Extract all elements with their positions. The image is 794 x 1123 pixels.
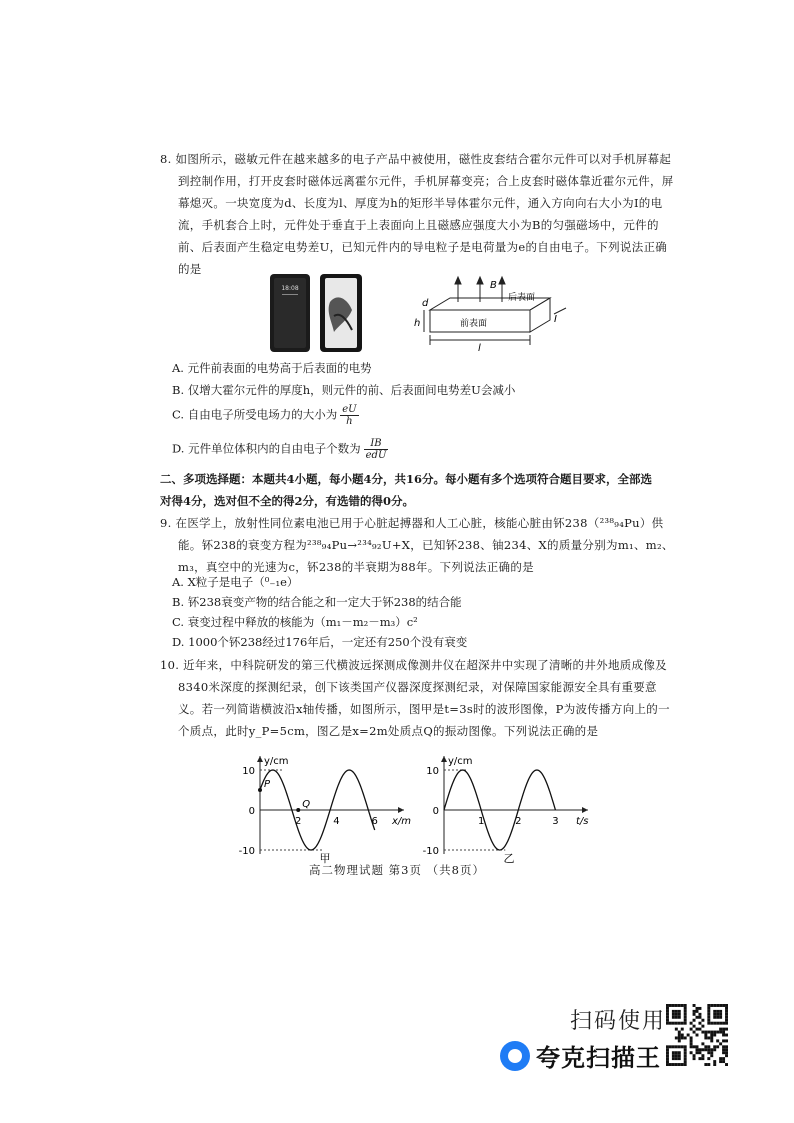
y-tick-label: 0 [248,806,255,817]
qr-module [725,1051,728,1054]
qr-module [719,1060,722,1063]
qr-module [678,1004,681,1007]
qr-module [672,1022,675,1025]
x-tick-label: 6 [371,816,378,827]
qr-module [666,1048,669,1051]
qr-module [707,1063,710,1066]
qr-module [684,1022,687,1025]
qr-module [716,1004,719,1007]
qr-module [681,1036,684,1039]
qr-module [716,1045,719,1048]
label-back-surface: 后表面 [508,293,536,303]
chart-title: 甲 [319,852,331,864]
y-axis-label: y/cm [264,756,289,767]
x-tick-label: 2 [295,816,302,827]
chart-title: 乙 [503,852,515,864]
fraction-denominator: edU [365,450,387,461]
qr-module [698,1057,701,1060]
x-axis-arrow [582,807,588,813]
qr-module [696,1048,699,1051]
qr-module [722,1045,725,1048]
qr-module [725,1010,728,1013]
q8-option-a: A. 元件前表面的电势高于后表面的电势 [172,361,372,375]
y-axis-arrow [257,756,263,762]
qr-module [690,1036,693,1039]
x-axis-arrow [398,807,404,813]
qr-module [672,1057,675,1060]
qr-module [672,1045,675,1048]
qr-module [684,1036,687,1039]
qr-module [713,1045,716,1048]
qr-module [707,1004,710,1007]
qr-module [675,1036,678,1039]
qr-module [693,1013,696,1016]
qr-module [684,1051,687,1054]
qr-module [678,1051,681,1054]
section-2-header: 二、多项选择题：本题共4小题，每小题4分，共16分。每小题有多个选项符合题目要求，全部选对得4分，选对但不全的得2分，有选错的得0分。 [160,472,653,508]
qr-module [710,1034,713,1037]
x-axis-label: x/m [392,816,412,827]
qr-module [725,1063,728,1066]
qr-module [725,1034,728,1037]
qr-module [684,1019,687,1022]
qr-module [713,1034,716,1037]
qr-module [719,1013,722,1016]
qr-module [690,1045,693,1048]
y-axis-label: y/cm [448,756,473,767]
qr-module [725,1048,728,1051]
qr-module [696,1051,699,1054]
qr-module [701,1031,704,1034]
qr-module [681,1034,684,1037]
qr-module [704,1048,707,1051]
qr-module [698,1022,701,1025]
qr-module [678,1013,681,1016]
q8-option-d-fraction [364,438,389,461]
qr-module [710,1031,713,1034]
qr-module [701,1042,704,1045]
qr-module [713,1013,716,1016]
qr-module [666,1045,669,1048]
qr-module [675,1054,678,1057]
qr-module [690,1028,693,1031]
vibration-graph-yi [410,752,600,864]
qr-module [693,1045,696,1048]
qr-module [725,1013,728,1016]
qr-module [701,1057,704,1060]
qr-module [684,1054,687,1057]
fraction-numerator: eU [342,404,357,415]
qr-module [684,1063,687,1066]
qr-module [678,1022,681,1025]
qr-module [725,1045,728,1048]
qr-module [710,1036,713,1039]
annotation-label-P: P [264,779,271,790]
page-footer: 高二物理试题 第3页 （共8页） [309,863,485,877]
qr-module [678,1054,681,1057]
wave-graph-jia [226,752,416,864]
qr-module [722,1034,725,1037]
qr-module [678,1031,681,1034]
qr-module [666,1007,669,1010]
qr-module [672,1054,675,1057]
q8-option-c-fraction [340,404,358,427]
qr-module [719,1031,722,1034]
q8-figure [268,272,568,354]
qr-module [669,1022,672,1025]
qr-module [666,1057,669,1060]
qr-module [678,1016,681,1019]
qr-module [722,1028,725,1031]
qr-module [666,1063,669,1066]
qr-module [707,1007,710,1010]
qr-module [719,1057,722,1060]
qr-module [707,1019,710,1022]
qr-module [669,1045,672,1048]
qr-module [713,1031,716,1034]
qr-module [672,1051,675,1054]
qr-module [675,1028,678,1031]
qr-module [713,1010,716,1013]
q9-option-d: D. 1000个钚238经过176年后，一定还有250个没有衰变 [172,635,468,649]
qr-module [693,1004,696,1007]
qr-module [698,1051,701,1054]
y-tick-label: 10 [242,766,255,777]
label-I: I [554,314,557,325]
label-d: d [422,298,429,309]
qr-module [684,1057,687,1060]
qr-module [725,1054,728,1057]
qr-module [719,1004,722,1007]
qr-module [693,1010,696,1013]
qr-module [672,1010,675,1013]
brand-name: 夸克扫描王 [536,1044,661,1072]
qr-module [672,1013,675,1016]
qr-module [666,1022,669,1025]
qr-module [704,1045,707,1048]
label-l: l [478,343,481,354]
qr-module [693,1054,696,1057]
qr-module [713,1048,716,1051]
q8-stem: 8. 如图所示，磁敏元件在越来越多的电子产品中被使用，磁性皮套结合霍尔元件可以对手机屏幕起到控制作用，打开皮套时磁体远离霍尔元件，手机屏幕变亮；合上皮套时磁体靠近霍尔元件，屏幕熄灭。一块宽度为d、长度为l、厚度为h的矩形半导体霍尔元件，通入方向向右大小为I的电流，手机套合上时，元件处于垂直于上表面向上且磁感应强度大小为B的匀强磁场中，元件的前、后表面产生稳定电势差U，已知元件内的导电粒子是电荷量为e的自由电子。下列说法正确的是 [160,152,674,276]
qr-module [678,1010,681,1013]
y-tick-label: -10 [422,846,439,857]
qr-module [722,1039,725,1042]
qr-module [713,1060,716,1063]
qr-module [696,1045,699,1048]
qr-module [701,1054,704,1057]
q8-option-d [172,438,388,461]
q9-stem: 9. 在医学上，放射性同位素电池已用于心脏起搏器和人工心脏，核能心脏由钚238（²³⁸₉₄Pu）供能。钚238的衰变方程为²³⁸₉₄Pu→²³⁴₉₂U+X，已知钚238、铀234、X的质量分别为m₁、m₂、m₃，真空中的光速为c，钚238的半衰期为88年。下列说法正确的是 [160,516,674,574]
qr-module [678,1036,681,1039]
qr-module [690,1042,693,1045]
qr-module [678,1034,681,1037]
qr-module [719,1028,722,1031]
qr-module [713,1063,716,1066]
fraction-denominator: h [346,416,353,427]
qr-module [666,1060,669,1063]
qr-module [681,1004,684,1007]
qr-module [725,1028,728,1031]
y-tick-label: 0 [432,806,439,817]
qr-module [716,1031,719,1034]
qr-module [681,1063,684,1066]
x-tick-label: 3 [552,816,559,827]
phone-time-text: 18:08 [281,285,299,292]
qr-module [698,1016,701,1019]
qr-module [701,1019,704,1022]
qr-module [710,1048,713,1051]
qr-module [725,1022,728,1025]
qr-module [725,1019,728,1022]
qr-module [710,1022,713,1025]
qr-module [684,1016,687,1019]
qr-module [666,1013,669,1016]
qr-module [707,1036,710,1039]
qr-module [722,1051,725,1054]
qr-module [684,1045,687,1048]
qr-module [704,1031,707,1034]
x-tick-label: 1 [477,816,485,827]
qr-module [693,1031,696,1034]
qr-module [698,1013,701,1016]
qr-code-icon[interactable] [666,1004,728,1066]
qr-module [707,1013,710,1016]
phone-open-image [320,274,362,352]
q10-stem: 10. 近年来，中科院研发的第三代横波远探测成像测井仪在超深井中实现了清晰的井外地质成像及8340米深度的探测纪录，创下该类国产仪器深度探测纪录，对保障国家能源安全具有重要意义。若一列简谐横波沿x轴传播，如图所示，图甲是t=3s时的波形图像，P为波传播方向上的一个质点，此时y_P=5cm，图乙是x=2m处质点Q的振动图像。下列说法正确的是 [160,658,670,738]
qr-module [678,1039,681,1042]
qr-module [672,1016,675,1019]
x-tick-label: 4 [333,816,340,827]
qr-module [713,1004,716,1007]
qr-module [719,1016,722,1019]
q8-option-c-text: C. 自由电子所受电场力的大小为 [172,407,338,422]
qr-module [675,1004,678,1007]
qr-module [666,1004,669,1007]
qr-module [725,1039,728,1042]
qr-module [684,1013,687,1016]
qr-module [696,1016,699,1019]
qr-module [716,1010,719,1013]
qr-module [684,1004,687,1007]
qr-module [725,1016,728,1019]
qr-module [684,1060,687,1063]
qr-module [698,1048,701,1051]
qr-module [704,1034,707,1037]
qr-module [719,1010,722,1013]
qr-module [713,1016,716,1019]
qr-module [675,1045,678,1048]
label-h: h [414,318,421,329]
qr-module [681,1028,684,1031]
qr-module [675,1013,678,1016]
qr-module [666,1016,669,1019]
y-tick-label: -10 [238,846,255,857]
qr-module [722,1022,725,1025]
qr-module [716,1016,719,1019]
phone-closed-image [270,274,310,352]
q8-option-c [172,404,359,427]
qr-module [666,1010,669,1013]
qr-module [687,1034,690,1037]
qr-module [675,1022,678,1025]
qr-module [722,1004,725,1007]
label-B: B [490,280,497,291]
qr-module [707,1031,710,1034]
qr-module [672,1063,675,1066]
quark-logo-icon [500,1041,530,1071]
qr-module [701,1048,704,1051]
y-tick-label: 10 [426,766,439,777]
qr-module [672,1004,675,1007]
qr-module [707,1045,710,1048]
qr-module [678,1063,681,1066]
scanner-brand [500,1038,661,1073]
y-axis-arrow [441,756,447,762]
qr-module [696,1028,699,1031]
qr-module [675,1051,678,1054]
qr-module [710,1054,713,1057]
qr-module [693,1057,696,1060]
qr-module [669,1004,672,1007]
qr-module [690,1022,693,1025]
x-axis-label: t/s [576,816,589,827]
qr-module [725,1007,728,1010]
qr-module [684,1048,687,1051]
qr-module [722,1060,725,1063]
label-front-surface: 前表面 [460,319,488,329]
qr-module [690,1051,693,1054]
qr-module [716,1013,719,1016]
annotation-label-Q: Q [302,799,311,810]
annotation-point-Q [296,808,300,812]
qr-module [716,1039,719,1042]
annotation-point-P [258,788,262,792]
qr-module [693,1019,696,1022]
qr-module [693,1025,696,1028]
qr-module [684,1007,687,1010]
qr-module [707,1016,710,1019]
q9-option-c: C. 衰变过程中释放的核能为（m₁－m₂－m₃）c² [172,615,418,629]
qr-module [707,1051,710,1054]
qr-module [696,1007,699,1010]
qr-module [675,1057,678,1060]
qr-module [666,1054,669,1057]
qr-module [725,1004,728,1007]
qr-module [698,1007,701,1010]
qr-module [666,1019,669,1022]
qr-module [716,1022,719,1025]
qr-module [710,1051,713,1054]
qr-module [710,1039,713,1042]
fraction-numerator: IB [364,438,389,450]
x-tick-label: 2 [515,816,522,827]
qr-module [719,1042,722,1045]
qr-module [707,1010,710,1013]
qr-module [707,1022,710,1025]
qr-module [681,1022,684,1025]
qr-module [713,1022,716,1025]
qr-module [701,1025,704,1028]
qr-module [684,1010,687,1013]
qr-module [707,1048,710,1051]
qr-module [696,1034,699,1037]
q9-option-a: A. X粒子是电子（⁰₋₁e） [172,575,299,589]
q8-option-d-text: D. 元件单位体积内的自由电子个数为 [172,441,361,456]
qr-module [704,1063,707,1066]
qr-module [698,1028,701,1031]
qr-module [675,1063,678,1066]
qr-module [678,1057,681,1060]
qr-module [696,1010,699,1013]
qr-module [719,1022,722,1025]
q9-option-b: B. 钚238衰变产物的结合能之和一定大于钚238的结合能 [172,595,462,609]
scan-to-use-text: 扫码使用 [570,1009,667,1034]
qr-module [678,1045,681,1048]
qr-module [669,1063,672,1066]
qr-module [681,1045,684,1048]
qr-module [722,1048,725,1051]
qr-module [690,1039,693,1042]
qr-module [666,1051,669,1054]
qr-module [710,1004,713,1007]
qr-module [722,1031,725,1034]
q8-option-b: B. 仅增大霍尔元件的厚度h，则元件的前、后表面间电势差U会减小 [172,383,516,397]
qr-module [722,1057,725,1060]
qr-module [675,1010,678,1013]
qr-module [707,1057,710,1060]
qr-module [675,1016,678,1019]
qr-module [704,1036,707,1039]
